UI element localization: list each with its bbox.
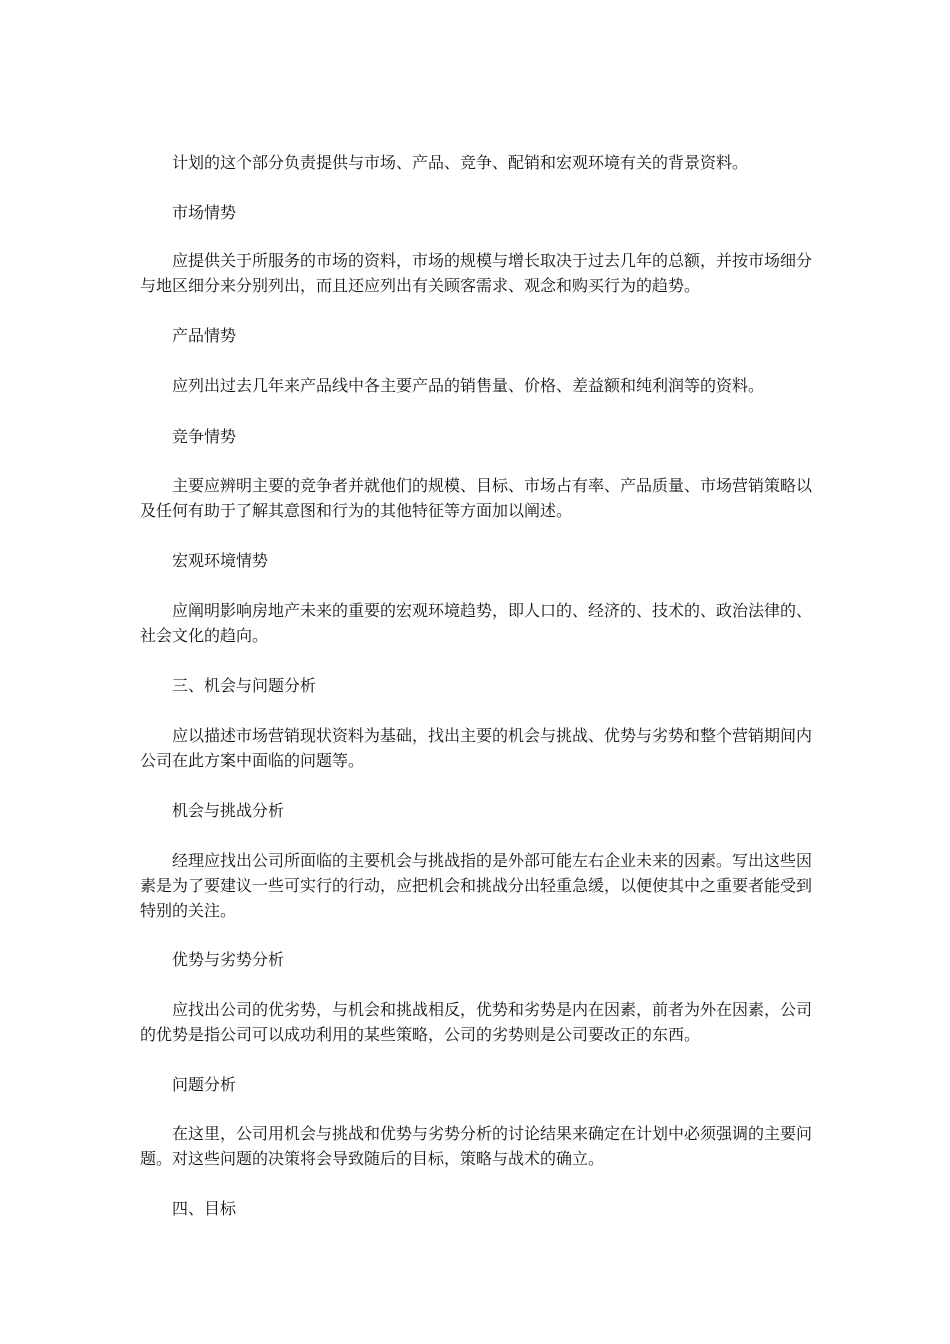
heading-objectives: 四、目标 (172, 1199, 237, 1218)
paragraph-competitive-situation: 主要应辨明主要的竞争者并就他们的规模、目标、市场占有率、产品质量、市场营销策略以及任何有助于了解其意图和行为的其他特征等方面加以阐述。 (140, 476, 813, 520)
paragraph-issue-analysis: 在这里，公司用机会与挑战和优势与劣势分析的讨论结果来确定在计划中必须强调的主要问题。对这些问题的决策将会导致随后的目标，策略与战术的确立。 (140, 1124, 813, 1168)
paragraph-strengths-weaknesses: 应找出公司的优劣势，与机会和挑战相反，优势和劣势是内在因素，前者为外在因素，公司的优势是指公司可以成功利用的某些策略，公司的劣势则是公司要改正的东西。 (140, 1000, 813, 1044)
paragraph-product-situation: 应列出过去几年来产品线中各主要产品的销售量、价格、差益额和纯利润等的资料。 (172, 376, 765, 395)
paragraph-opportunity-challenge: 经理应找出公司所面临的主要机会与挑战指的是外部可能左右企业未来的因素。写出这些因素是为了要建议一些可实行的行动，应把机会和挑战分出轻重急缓，以便使其中之重要者能受到特别的关注。 (140, 851, 813, 920)
heading-competitive-situation: 竞争情势 (172, 427, 237, 446)
heading-opportunity-issue-analysis: 三、机会与问题分析 (172, 676, 317, 695)
heading-macro-environment: 宏观环境情势 (172, 551, 269, 570)
heading-market-situation: 市场情势 (172, 203, 237, 222)
paragraph-opportunity-issue-analysis: 应以描述市场营销现状资料为基础，找出主要的机会与挑战、优势与劣势和整个营销期间内公司在此方案中面临的问题等。 (140, 726, 813, 770)
paragraph-background-intro: 计划的这个部分负责提供与市场、产品、竞争、配销和宏观环境有关的背景资料。 (172, 153, 749, 172)
paragraph-market-situation: 应提供关于所服务的市场的资料，市场的规模与增长取决于过去几年的总额，并按市场细分与地区细分来分别列出，而且还应列出有关顾客需求、观念和购买行为的趋势。 (140, 251, 813, 295)
heading-strengths-weaknesses: 优势与劣势分析 (172, 950, 285, 969)
heading-issue-analysis: 问题分析 (172, 1075, 237, 1094)
heading-product-situation: 产品情势 (172, 326, 237, 345)
paragraph-macro-environment: 应阐明影响房地产未来的重要的宏观环境趋势，即人口的、经济的、技术的、政治法律的、社会文化的趋向。 (140, 601, 813, 645)
heading-opportunity-challenge: 机会与挑战分析 (172, 801, 285, 820)
